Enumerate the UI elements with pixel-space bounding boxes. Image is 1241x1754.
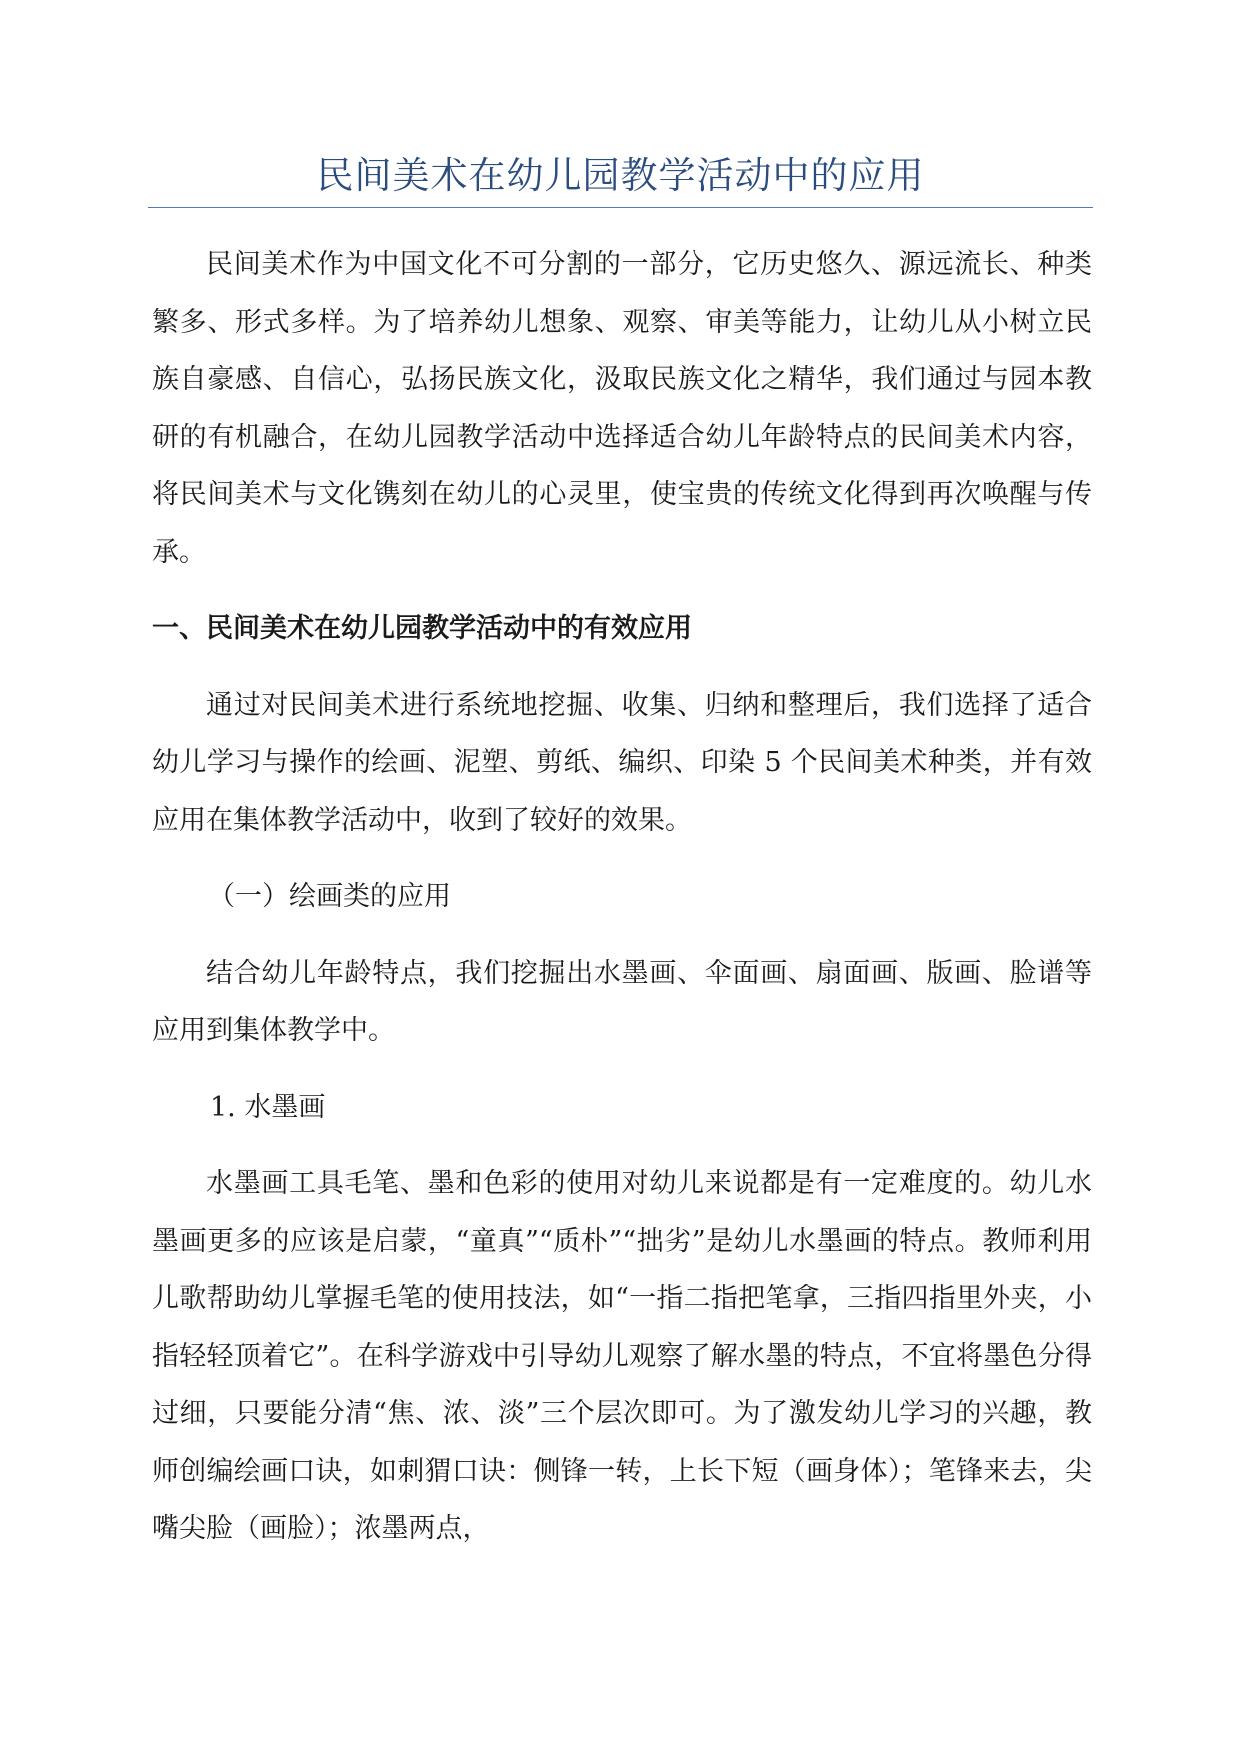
subsection-paragraph: 结合幼儿年龄特点，我们挖掘出水墨画、伞面画、扇面画、版画、脸谱等应用到集体教学中。 (152, 957, 1092, 1046)
subsection-heading: （一）绘画类的应用 (208, 881, 451, 912)
title-underline (148, 207, 1093, 208)
document-body (152, 236, 1092, 1577)
document-title: 民间美术在幼儿园教学活动中的应用 (316, 154, 925, 197)
section-heading: 一、民间美术在幼儿园教学活动中的有效应用 (152, 613, 692, 644)
ink-painting-paragraph: 水墨画工具毛笔、墨和色彩的使用对幼儿来说都是有一定难度的。幼儿水墨画更多的应该是启蒙，“童真”“质朴”“拙劣”是幼儿水墨画的特点。教师利用儿歌帮助幼儿掌握毛笔的使用技法，如“一指二指把笔拿，三指四指里外夹，小指轻轻顶着它”。在科学游戏中引导幼儿观察了解水墨的特点，不宜将墨色分得过细，只要能分清“焦、浓、淡”三个层次即可。为了激发幼儿学习的兴趣，教师创编绘画口诀，如刺猬口诀：侧锋一转，上长下短（画身体）；笔锋来去，尖嘴尖脸（画脸）；浓墨两点， (152, 1168, 1092, 1544)
section-intro-paragraph: 通过对民间美术进行系统地挖掘、收集、归纳和整理后，我们选择了适合幼儿学习与操作的绘画、泥塑、剪纸、编织、印染 5 个民间美术种类，并有效应用在集体教学活动中，收到了较好的效果。 (152, 689, 1092, 836)
item-heading: 1. 水墨画 (210, 1091, 326, 1123)
intro-paragraph: 民间美术作为中国文化不可分割的一部分，它历史悠久、源远流长、种类繁多、形式多样。为了培养幼儿想象、观察、审美等能力，让幼儿从小树立民族自豪感、自信心，弘扬民族文化，汲取民族文化之精华，我们通过与园本教研的有机融合，在幼儿园教学活动中选择适合幼儿年龄特点的民间美术内容，将民间美术与文化镌刻在幼儿的心灵里，使宝贵的传统文化得到再次唤醒与传承。 (152, 249, 1092, 568)
